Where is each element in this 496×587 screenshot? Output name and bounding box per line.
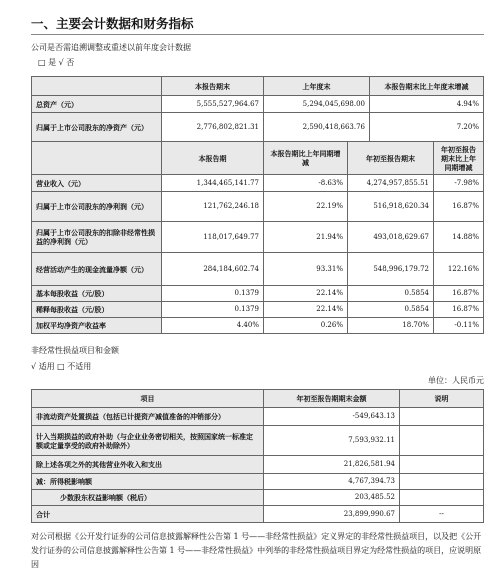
row-label: 少数股东权益影响额（税后） [32,490,264,506]
cell: 0.1379 [162,302,264,318]
table3-header: 说明 [400,390,484,408]
row-label: 加权平均净资产收益率 [32,318,162,334]
cell: 5,555,527,964.67 [162,96,264,113]
cell: 22.19% [264,192,348,222]
balance-table [31,76,484,142]
section-title: 一、主要会计数据和财务指标 [31,16,194,31]
table-row [32,253,484,286]
table-row [32,113,484,142]
cell: -549,643.13 [264,408,400,426]
cell: 284,184,602.74 [162,253,264,286]
row-label: 减：所得税影响额 [32,474,264,490]
table-row [32,302,484,318]
cell: 22.14% [264,286,348,302]
row-label: 非流动资产处置损益（包括已计提资产减值准备的冲销部分） [32,408,264,426]
cell: 0.5854 [348,302,434,318]
table2-header: 年初至报告期末比上年同期增减 [434,142,484,175]
row-label: 归属于上市公司股东的净利润（元） [32,192,162,222]
retro-options: □ 是 √ 否 [38,58,75,67]
cell: 23,899,990.67 [264,506,400,523]
table-row [32,192,484,222]
table2-header: 本报告期 [162,142,264,175]
table-row [32,426,484,456]
table-row [32,506,484,523]
cell [400,408,484,426]
nonrecurring-title: 非经常性损益项目和金额 [31,346,119,355]
performance-table [31,141,484,334]
table-row [32,96,484,113]
cell: 2,776,802,821.31 [162,113,264,142]
table2-header [32,142,162,175]
cell: 203,485.52 [264,490,400,506]
retro-question: 公司是否需追溯调整或重述以前年度会计数据 [31,43,191,52]
cell: 516,918,620.34 [348,192,434,222]
table1-header: 本报告期末比上年度末增减 [370,77,484,96]
table1-header: 本报告期末 [162,77,264,96]
cell: 2,590,418,663.76 [264,113,370,142]
row-label: 计入当期损益的政府补助（与企业业务密切相关，按照国家统一标准定额或定量享受的政府补助除外） [32,426,264,456]
cell: 14.88% [434,222,484,253]
row-label: 归属于上市公司股东的扣除非经常性损益的净利润（元） [32,222,162,253]
cell [400,474,484,490]
cell: 122.16% [434,253,484,286]
row-label: 归属于上市公司股东的净资产（元） [32,113,162,142]
table2-header: 本报告期比上年同期增减 [264,142,348,175]
table3-header: 年初至报告期期末金额 [264,390,400,408]
cell: -7.98% [434,175,484,192]
cell: 21,826,581.94 [264,456,400,474]
table3-header: 项目 [32,390,264,408]
cell: -- [400,506,484,523]
row-label: 合计 [32,506,264,523]
cell: 548,996,179.72 [348,253,434,286]
cell: 7,593,932.11 [264,426,400,456]
table2-header: 年初至报告期末 [348,142,434,175]
cell: 118,017,649.77 [162,222,264,253]
nonrecurring-table [31,389,484,523]
title-divider [31,34,484,35]
row-label: 稀释每股收益（元/股） [32,302,162,318]
table-row [32,318,484,334]
cell: 18.70% [348,318,434,334]
cell: 0.26% [264,318,348,334]
cell: -0.11% [434,318,484,334]
row-label: 营业收入（元） [32,175,162,192]
table-row [32,456,484,474]
table1-header [32,77,162,96]
footer-note: 对公司根据《公开发行证券的公司信息披露解释性公告第 1 号——非经常性损益》定义界定的非经常性损益项目，以及把《公开发行证券的公司信息披露解释性公告第 1 号——非经常性损益》中列举的非经常性损益项目界定为经常性损益的项目，应说明原因 [31,532,482,569]
cell: 121,762,246.18 [162,192,264,222]
cell: 4.94% [370,96,484,113]
applicability-options: √ 适用 □ 不适用 [31,362,92,371]
row-label: 基本每股收益（元/股） [32,286,162,302]
cell: 93.31% [264,253,348,286]
cell: 5,294,045,698.00 [264,96,370,113]
table-row [32,490,484,506]
cell: 1,344,465,141.77 [162,175,264,192]
table-row [32,408,484,426]
cell: -8.63% [264,175,348,192]
cell: 7.20% [370,113,484,142]
cell: 16.87% [434,286,484,302]
table-row [32,286,484,302]
cell: 4,274,957,855.51 [348,175,434,192]
cell: 16.87% [434,302,484,318]
table-row [32,175,484,192]
cell: 16.87% [434,192,484,222]
cell: 0.5854 [348,286,434,302]
table-row [32,222,484,253]
cell: 4,767,394.73 [264,474,400,490]
cell: 22.14% [264,302,348,318]
cell [400,456,484,474]
cell: 0.1379 [162,286,264,302]
table1-header: 上年度末 [264,77,370,96]
unit-label: 单位：人民币元 [428,376,484,385]
table-row [32,474,484,490]
row-label: 除上述各项之外的其他营业外收入和支出 [32,456,264,474]
cell: 4.40% [162,318,264,334]
cell: 21.94% [264,222,348,253]
cell [400,490,484,506]
cell: 493,018,629.67 [348,222,434,253]
row-label: 经营活动产生的现金流量净额（元） [32,253,162,286]
row-label: 总资产（元） [32,96,162,113]
cell [400,426,484,456]
